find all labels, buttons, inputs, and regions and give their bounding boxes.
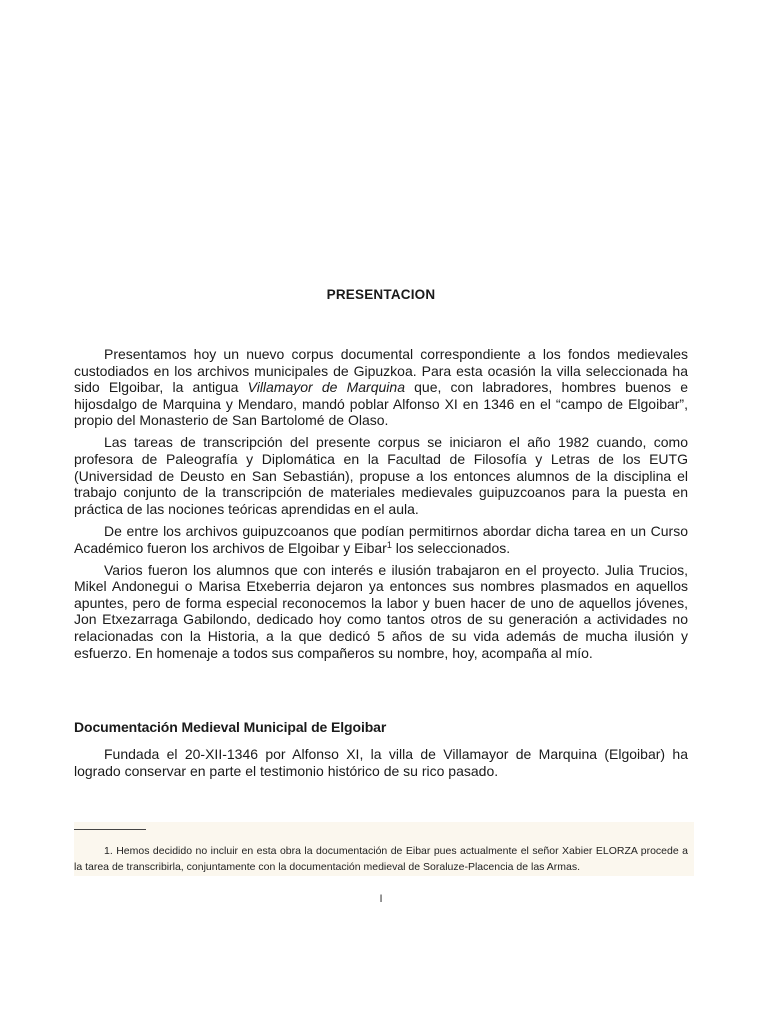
paragraph-4: Varios fueron los alumnos que con interés e ilusión trabajaron en el proyecto. Julia Trucios, Mikel Andonegui o Marisa Etxeberria dejaron ya entonces sus nombres plasmados en aquellos apuntes, pero de forma especial reconocemos la labor y buen hacer de uno de aquellos jóvenes, Jon Etxezarraga Gabilondo, dedicado hoy como tantos otros de su generación a actividades no relacionadas con la Historia, a la que dedicó 5 años de su vida además de mucha ilusión y esfuerzo. En homenaje a todos sus compañeros su nombre, hoy, acompaña al mío.: [74, 561, 688, 661]
paragraph-1: [74, 346, 688, 429]
page-title: PRESENTACION: [326, 287, 436, 302]
body-text: [74, 346, 688, 667]
section-heading: Documentación Medieval Municipal de Elgoibar: [74, 719, 387, 735]
paragraph-2: Las tareas de transcripción del presente corpus se iniciaron el año 1982 cuando, como profesora de Paleografía y Diplomática en la Facultad de Filosofía y Letras de los EUTG (Universidad de Deusto en San Sebastián), propuse a los entonces alumnos de la disciplina el trabajo conjunto de la transcripción de materiales medievales guipuzcoanos para la puesta en práctica de las nociones teóricas aprendidas en el aula.: [74, 434, 688, 517]
section-paragraph: Fundada el 20-XII-1346 por Alfonso XI, la villa de Villamayor de Marquina (Elgoibar) ha logrado conservar en parte el testimonio histórico de su rico pasado.: [74, 746, 688, 779]
paragraph-3: [74, 523, 688, 556]
paragraph-1-text-b: que, con labradores, hombres buenos e hijosdalgo de Marquina y Mendaro, mandó poblar Alfonso XI en 1346 en el “campo de Elgoibar”, propio del Monasterio de San Bartolomé de Olaso.: [74, 379, 688, 429]
page-number: I: [379, 893, 383, 905]
footnote-reference[interactable]: 1: [386, 539, 392, 550]
paragraph-1-text-a: Presentamos hoy un nuevo corpus documental correspondiente a los fondos medievales custodiados en los archivos municipales de Gipuzkoa. Para esta ocasión la villa seleccionada ha sido Elgoibar, la antigua: [74, 346, 688, 396]
paragraph-3-text-b: los seleccionados.: [391, 539, 511, 556]
paragraph-1-italic: Villamayor de Marquina: [247, 379, 405, 396]
footnote-area: [74, 822, 694, 876]
footnote-rule: [74, 829, 146, 830]
footnote-text: 1. Hemos decidido no incluir en esta obra la documentación de Eibar pues actualmente el señor Xabier ELORZA procede a la tarea de transcribirla, conjuntamente con la documentación medieval de Soraluze-Placencia de las Armas.: [74, 845, 688, 873]
section-body: [74, 746, 688, 786]
paragraph-3-text-a: De entre los archivos guipuzcoanos que podían permitirnos abordar dicha tarea en un Curso Académico fueron los archivos de Elgoibar y Eibar: [74, 522, 688, 556]
